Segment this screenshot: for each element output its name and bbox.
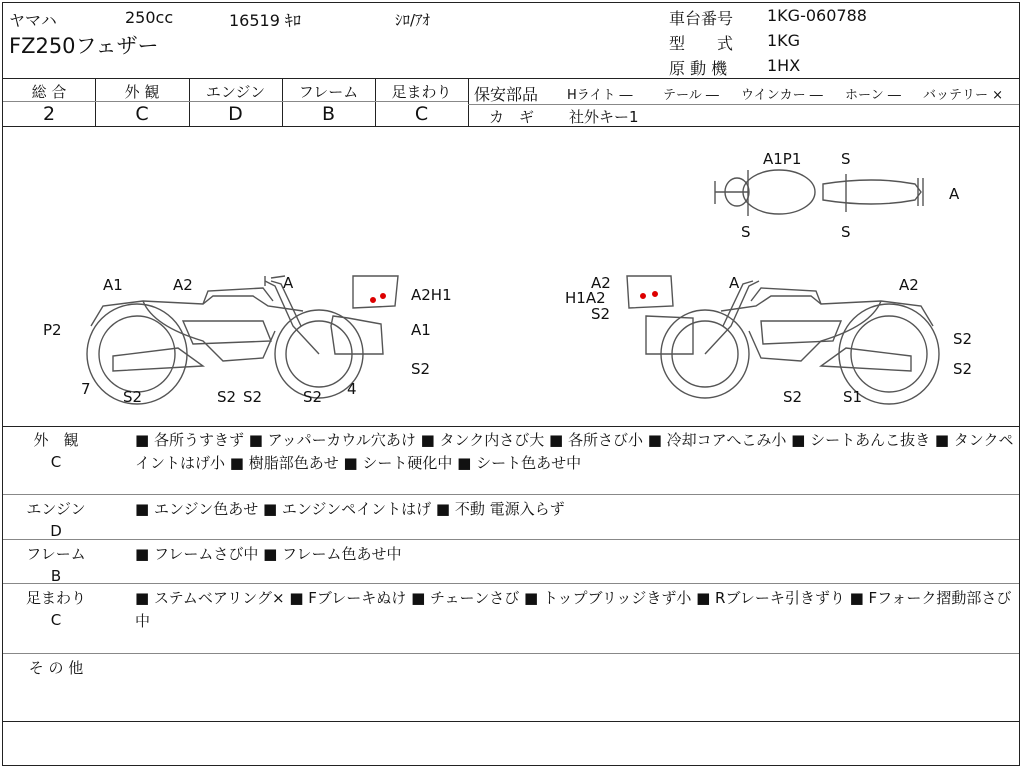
safety-item-winker: ウインカー ― [741,88,823,103]
key-label: カ ギ [489,108,535,126]
diagram-label: S2 [243,388,263,406]
diagram-label: S2 [591,305,611,323]
grade-value: B [321,103,336,125]
cond-engine-text: ■ エンジン色あせ ■ エンジンペイントはげ ■ 不動 電源入らず [135,500,565,518]
diagram-label: A [729,274,740,292]
displacement: 250cc [125,8,174,27]
diagram-label: A1 [411,321,431,339]
safety-item-headlight: Hライト ― [567,88,633,103]
color: ｼﾛ/ｱｵ [395,11,431,29]
cond-label: フレーム [26,545,86,563]
grade-label: 足まわり [391,83,452,101]
grade-label: 外 観 [124,83,160,101]
cond-grade: B [50,567,62,585]
cond-exterior-text: ■ 各所うすきず ■ アッパーカウル穴あけ ■ タンク内さび大 ■ 各所さび小 ■ 冷却コアへこみ小 ■ シートあんこ抜き ■ タンクペイントはげ小 ■ 樹脂部色あせ ■ シート硬化中 ■ シート色あせ中 [135,431,1014,472]
diagram-label: A1P1 [763,150,802,168]
grade-value: C [414,103,429,125]
cond-label: そ の 他 [28,659,84,677]
grade-label: 総 合 [31,83,67,101]
cond-frame-text: ■ フレームさび中 ■ フレーム色あせ中 [135,545,402,563]
cond-label: 足まわり [25,589,86,607]
diagram-label: S2 [123,388,143,406]
damage-mark [371,298,376,303]
diagram-label: S1 [843,388,863,406]
grade-label: エンジン [205,83,266,101]
safety-item-battery: バッテリー × [923,88,1004,103]
safety-item-horn: ホーン ― [845,88,901,103]
diagram-label: S2 [953,330,973,348]
cond-grade: C [50,611,62,629]
model-name: FZ250フェザー [9,34,159,58]
damage-mark [653,292,658,297]
engine-value: 1HX [767,56,801,75]
diagram-label: A2 [173,276,193,294]
diagram-label: H1A2 [565,289,606,307]
damage-diagram [3,126,1019,426]
grade-frame [282,81,375,125]
grade-engine [189,81,282,125]
diagram-label: S2 [411,360,431,378]
inspection-sheet [2,2,1020,766]
diagram-label: S2 [303,388,323,406]
type-value: 1KG [767,31,801,50]
cond-engine-head [11,498,101,540]
engine-label: 原 動 機 [669,59,728,78]
diagram-label: A2 [899,276,919,294]
top-view-bike [715,170,923,216]
diagram-label: S [741,223,751,241]
cond-suspension-head [11,587,101,629]
diagram-label: 4 [347,380,357,398]
grade-label: フレーム [298,83,359,101]
grade-exterior [95,81,189,125]
grade-value: C [135,103,149,125]
diagram-label: S2 [783,388,803,406]
grade-suspension [375,81,468,125]
frame-no-label: 車台番号 [669,9,734,28]
diagram-label: 7 [81,380,91,398]
cond-suspension-text: ■ ステムベアリング× ■ Fブレーキぬけ ■ チェーンさび ■ トップブリッジきず小 ■ Rブレーキ引きずり ■ Fフォーク摺動部さび中 [135,589,1012,630]
safety-item-tail: テール ― [663,88,719,103]
diagram-label: S2 [953,360,973,378]
diagram-label: S2 [217,388,237,406]
right-side-bike [627,276,939,404]
cond-label: エンジン [26,500,86,518]
cond-frame-head [11,543,101,585]
type-label: 型 式 [669,34,734,53]
diagram-label: A1 [103,276,123,294]
mileage: 16519 ｷﾛ [229,11,301,30]
diagram-label: A [283,274,294,292]
key-value: 社外キー1 [569,108,639,126]
diagram-label: S [841,223,851,241]
damage-mark [381,294,386,299]
diagram-label: A [949,185,960,203]
grade-value: 2 [42,103,56,125]
damage-mark [641,294,646,299]
cond-other-head [11,657,101,678]
cond-label: 外 観 [33,431,79,449]
frame-no: 1KG-060788 [767,6,867,25]
maker: ヤマハ [9,11,57,30]
grade-overall [3,81,95,125]
grade-value: D [228,103,243,125]
diagram-label: S [841,150,851,168]
cond-grade: C [50,453,62,471]
cond-grade: D [50,522,62,540]
diagram-label: A2H1 [411,286,452,304]
cond-exterior-head [11,429,101,471]
safety-label: 保安部品 [474,85,539,104]
diagram-label: A2 [591,274,611,292]
diagram-label: P2 [43,321,62,339]
